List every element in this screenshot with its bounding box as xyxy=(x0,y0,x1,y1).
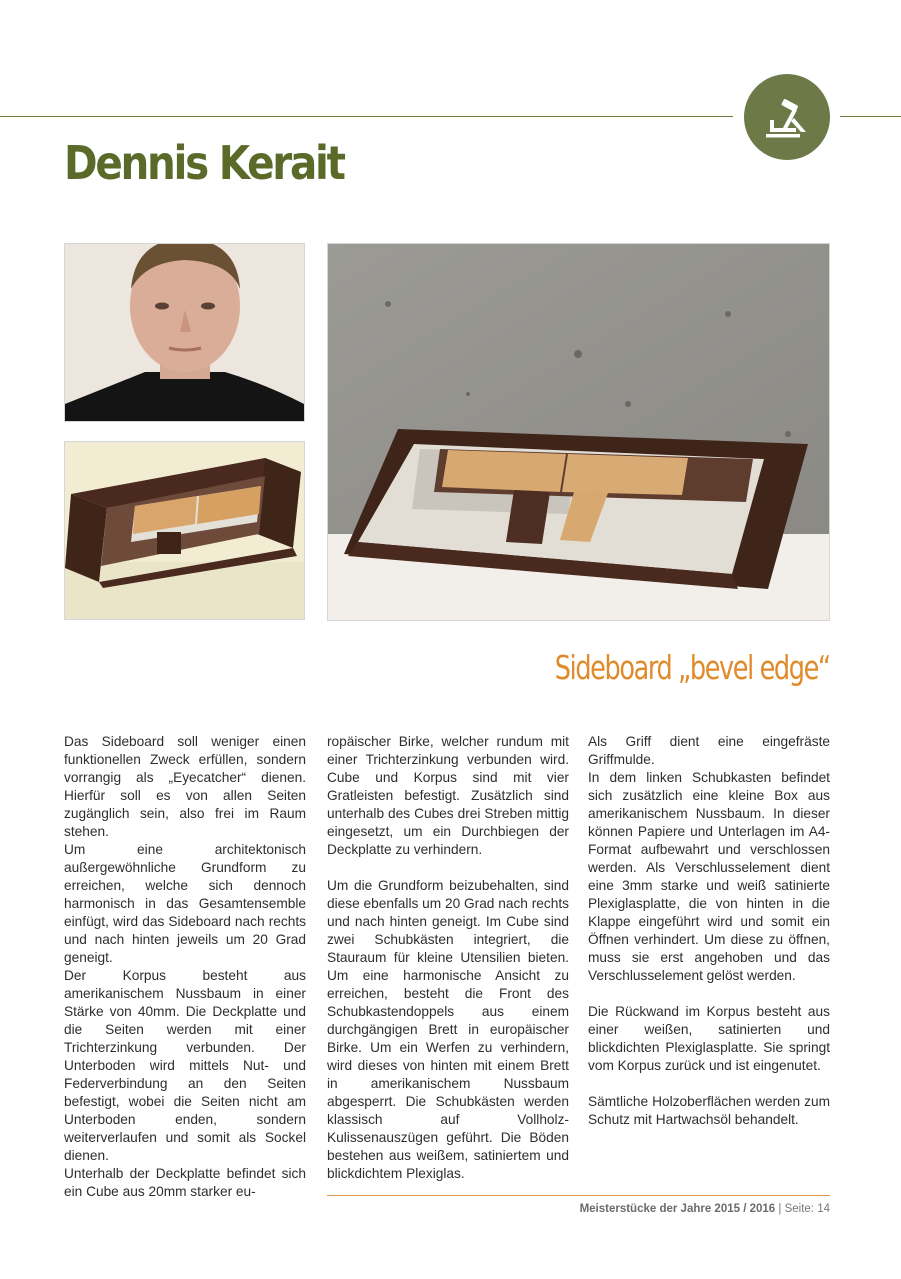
sideboard-large-photo xyxy=(327,243,830,621)
paragraph: Das Sideboard soll weniger einen funktionellen Zweck erfüllen, sondern vorrangig als „Eyecatcher“ dienen. Hierfür soll es von allen Seiten zugänglich sein, also frei im Raum stehen. xyxy=(64,734,306,839)
designer-name: Dennis Kerait xyxy=(64,136,344,190)
paragraph: In dem linken Schubkasten befindet sich zusätzlich eine kleine Box aus amerikanischem Nussbaum. In dieser können Papiere und Unterlagen im A4-Format aufbewahrt und verschlossen werden. Als Verschlusselement dient eine 3mm starke und weiß satinierte Plexiglasplatte, die von hinten in die Klappe eingeführt wird und somit ein Öffnen verhindert. Um diese zu öffnen, muss sie erst angehoben und das Verschlusselement gelöst werden. xyxy=(588,770,830,983)
paragraph: Um die Grundform beizubehalten, sind diese ebenfalls um 20 Grad nach rechts und nach hinten geneigt. Im Cube sind zwei Schubkästen integriert, die Stauraum für kleine Utensilien bieten. Um eine harmonische Ansicht zu erreichen, besteht die Front des Schubkastendoppels aus einem durchgängigen Brett in europäischer Birke. Um ein Werfen zu verhindern, wird dieses von hinten mit einem Brett in amerikanischem Nussbaum abgesperrt. Die Schubkästen werden klassisch auf Vollholz-Kulissenauszügen geführt. Die Böden bestehen aus weißem, satiniertem und blickdichtem Plexiglas. xyxy=(327,878,569,1181)
footer-rule xyxy=(327,1195,830,1196)
paragraph: Um eine architektonisch außergewöhnliche Grundform zu erreichen, welche sich dennoch harmonisch in das Gesamtensemble einfügt, wird das Sideboard nach rechts und nach hinten jeweils um 20 Grad geneigt. xyxy=(64,842,306,965)
hammer-and-square-icon xyxy=(744,74,830,160)
text-column-1 xyxy=(64,733,306,1201)
paragraph: Der Korpus besteht aus amerikanischem Nussbaum in einer Stärke von 40mm. Die Deckplatte und die Seiten werden mit einer Trichterzinkung verbunden. Der Unterboden wird mittels Nut- und Federverbindung an den Seiten befestigt, wobei die Seiten nicht am Unterboden enden, sondern weiterverlaufen und somit als Sockel dienen. xyxy=(64,968,306,1163)
paragraph: Als Griff dient eine eingefräste Griffmulde. xyxy=(588,734,830,767)
craft-badge xyxy=(744,74,830,160)
publication-title: Meisterstücke der Jahre 2015 / 2016 xyxy=(579,1203,776,1215)
sideboard-small-photo xyxy=(64,441,305,620)
footer-separator: | xyxy=(778,1203,782,1215)
paragraph: ropäischer Birke, welcher rundum mit einer Trichterzinkung verbunden wird. Cube und Korpus sind mit vier Gratleisten befestigt. Zusätzlich sind unterhalb des Cubes drei Streben mittig eingesetzt, um ein Durchbiegen der Deckplatte zu verhindern. xyxy=(327,734,569,857)
text-column-2 xyxy=(327,733,569,1183)
paragraph: Unterhalb der Deckplatte befindet sich ein Cube aus 20mm starker eu- xyxy=(64,1166,306,1199)
header-rule-left xyxy=(0,116,733,117)
portrait-photo xyxy=(64,243,305,422)
text-column-3 xyxy=(588,733,830,1129)
project-title: Sideboard „bevel edge“ xyxy=(555,648,830,687)
paragraph: Die Rückwand im Korpus besteht aus einer weißen, satinierten und blickdichten Plexiglasplatte. Sie springt vom Korpus zurück und ist eingenutet. xyxy=(588,1004,830,1073)
header-rule-right xyxy=(840,116,901,117)
page-footer xyxy=(580,1203,830,1215)
paragraph: Sämtliche Holzoberflächen werden zum Schutz mit Hartwachsöl behandelt. xyxy=(588,1094,830,1127)
page-number: Seite: 14 xyxy=(784,1203,830,1215)
